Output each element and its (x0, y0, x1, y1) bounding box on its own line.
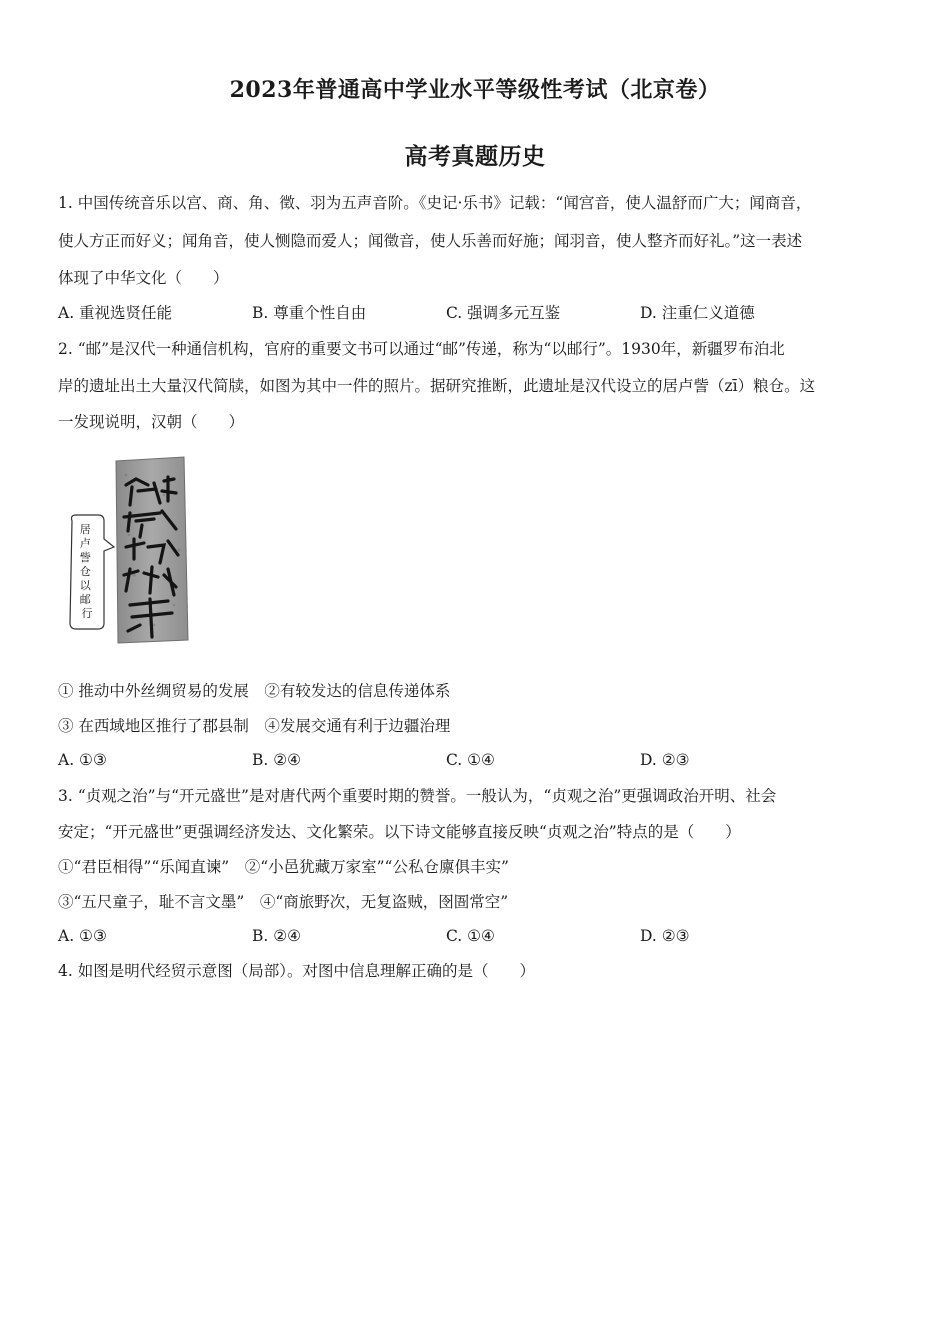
q2-option-a[interactable]: A. ①③ (58, 751, 107, 769)
q3-option-a[interactable]: A. ①③ (58, 927, 107, 945)
q4-line-1: 4. 如图是明代经贸示意图（局部）。对图中信息理解正确的是（ ） (58, 962, 535, 980)
q2-option-c[interactable]: C. ①④ (446, 751, 495, 769)
q1-line-2: 使人方正而好义；闻角音，使人恻隐而爱人；闻徵音，使人乐善而好施；闻羽音，使人整齐而好礼。”这一表述 (58, 232, 803, 250)
q3-option-c[interactable]: C. ①④ (446, 927, 495, 945)
q1-option-a[interactable]: A. 重视选贤任能 (58, 304, 173, 322)
q3-line-2: 安定；“开元盛世”更强调经济发达、文化繁荣。以下诗文能够直接反映“贞观之治”特点的是（ ） (58, 823, 741, 841)
q2-statement-1: ① 推动中外丝绸贸易的发展 ②有较发达的信息传递体系 (58, 682, 451, 700)
q1-option-d[interactable]: D. 注重仁义道德 (640, 304, 755, 322)
q3-option-d[interactable]: D. ②③ (640, 927, 690, 945)
q2-option-d[interactable]: D. ②③ (640, 751, 690, 769)
bamboo-slip-image (64, 455, 194, 645)
q1-line-3: 体现了中华文化（ ） (58, 269, 229, 287)
q1-option-c[interactable]: C. 强调多元互鉴 (446, 304, 561, 322)
q2-line-2: 岸的遗址出土大量汉代简牍，如图为其中一件的照片。据研究推断，此遗址是汉代设立的居卢訾（zī）粮仓。这 (58, 377, 816, 395)
q2-statement-2: ③ 在西域地区推行了郡县制 ④发展交通有利于边疆治理 (58, 717, 451, 735)
q1-option-b[interactable]: B. 尊重个性自由 (252, 304, 367, 322)
figure-caption-text: 居 卢 訾 仓 以 邮 行 (79, 523, 93, 620)
q2-line-3: 一发现说明，汉朝（ ） (58, 413, 245, 431)
exam-title: 2023年普通高中学业水平等级性考试（北京卷） (229, 77, 721, 103)
q2-line-1: 2. “邮”是汉代一种通信机构，官府的重要文书可以通过“邮”传递，称为“以邮行”。1930年，新疆罗布泊北 (58, 340, 785, 358)
q3-option-b[interactable]: B. ②④ (252, 927, 302, 945)
q3-line-1: 3. “贞观之治”与“开元盛世”是对唐代两个重要时期的赞誉。一般认为，“贞观之治”更强调政治开明、社会 (58, 787, 777, 805)
exam-subtitle: 高考真题历史 (404, 143, 546, 170)
q1-line-1: 1. 中国传统音乐以宫、商、角、徵、羽为五声音阶。《史记·乐书》记载：“闻宫音，使人温舒而广大；闻商音， (58, 194, 812, 212)
bamboo-slip-photo (64, 455, 194, 645)
q3-statement-2: ③“五尺童子，耻不言文墨” ④“商旅野次，无复盗贼，囹圄常空” (58, 893, 509, 911)
q3-statement-1: ①“君臣相得”“乐闻直谏” ②“小邑犹藏万家室”“公私仓廪俱丰实” (58, 858, 509, 876)
q2-option-b[interactable]: B. ②④ (252, 751, 302, 769)
